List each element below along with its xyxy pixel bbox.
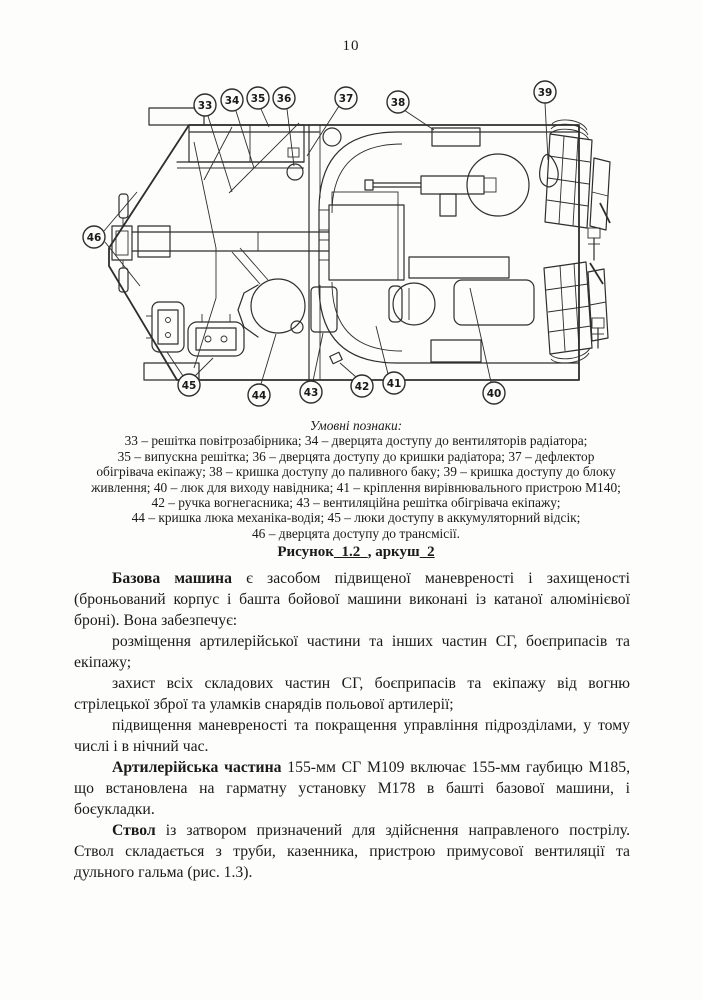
legend-line: 46 – дверцята доступу до трансмісії. [251,525,461,541]
svg-text:45: 45 [181,379,197,392]
legend-line: 33 – решітка повітрозабірника; 34 – дверцята доступу до вентиляторів радіатора; [124,433,588,449]
driver-hatch [238,279,305,337]
callout-38 [387,91,409,113]
paragraph-lead: Артилерійська частина [112,759,282,776]
callout-42 [351,375,373,397]
battery-hatches [146,302,244,356]
figure-caption [56,544,656,561]
diagram-wrap [82,80,642,412]
machine-gun [365,176,496,216]
svg-text:39: 39 [537,86,553,99]
svg-text:36: 36 [276,92,292,105]
paragraph-body: розміщення артилерійської частини та інших частин СГ, боєприпасів та екіпажу; [74,633,630,671]
svg-text:42: 42 [354,380,370,393]
paragraph-list-item [74,715,630,757]
paragraph-body: є засобом підвищеної маневреності і захищеності (броньований корпус і башта бойової машини виконані із катаної алюмінієвої броні). Вона забезпечує: [74,570,630,629]
paragraph-body: із затвором призначений для здійснення направленого пострілу. Ствол складається з труби, казенника, пристрою примусової вентиляції та дульного гальма (рис. 1.3). [74,822,630,881]
cupola-circle [467,154,529,216]
paragraph-lead: Базова машина [112,570,232,587]
heater-vent [311,287,337,332]
legend-line: 42 – ручка вогнегасника; 43 – вентиляційна решітка обігрівача екіпажу; [151,495,561,511]
paragraph-list-item [74,673,630,715]
legend-line: 35 – випускна решітка; 36 – дверцята доступу до кришки радіатора; 37 – дефлектор [117,448,595,464]
callout-34 [221,89,243,111]
callout-46 [83,226,105,248]
engine-deck [177,123,304,193]
caption-sheet-number: 2 [419,544,435,561]
callout-43 [300,381,322,403]
figure-1-2 [0,80,702,561]
paragraph-body: захист всіх складових частин СГ, боєприпасів та екіпажу від вогню стрілецької зброї та уламків снарядів польової артилерії; [74,675,630,713]
callout-35 [247,87,269,109]
svg-text:44: 44 [251,389,267,402]
svg-text:41: 41 [386,377,402,390]
callout-37 [335,87,357,109]
page-number: 10 [342,38,360,54]
callout-39 [534,81,556,103]
svg-text:46: 46 [86,231,102,244]
bottom-deck-rect [431,340,481,362]
legend-line: 44 – кришка люка механіка-водія; 45 – люки доступу в аккумуляторний відсік; [131,510,581,526]
radiator-cap [287,164,303,180]
paragraph-list-item [74,631,630,673]
paragraph-lead: Ствол [112,822,156,839]
svg-text:43: 43 [303,386,319,399]
legend-line: обігрівача екіпажу; 38 – кришка доступу до паливного баку; 39 – кришка доступу до блоку [96,464,616,480]
body-text [74,568,630,883]
vehicle-top-view-diagram [82,80,627,412]
svg-text:33: 33 [197,99,213,112]
callout-36 [273,87,295,109]
callout-40 [483,382,505,404]
callout-33 [194,94,216,116]
grille-top [545,120,610,230]
callout-41 [383,372,405,394]
callout-45 [178,374,200,396]
paragraph-barrel [74,820,630,883]
svg-text:38: 38 [390,96,406,109]
figure-legend [56,418,656,561]
legend-line: живлення; 40 – люк для виходу навідника; 41 – кріплення вирівнювального пристрою М140; [91,479,621,495]
breech-assembly [319,192,404,280]
caption-prefix: Рисунок [277,544,334,561]
legend-title: Умовні познаки: [309,418,403,433]
svg-text:40: 40 [486,387,502,400]
callout-44 [248,384,270,406]
gunner-hatch [454,280,534,325]
hull-outline [109,125,579,380]
deflector-cap [323,128,341,146]
mount-circle [389,283,435,325]
svg-text:35: 35 [250,92,266,105]
paragraph-base-machine [74,568,630,631]
svg-text:37: 37 [338,92,354,105]
gun-barrel [132,226,329,257]
rear-stowage-rect [409,257,509,278]
caption-middle: , аркуш [367,544,420,561]
paragraph-body: підвищення маневреності та покращення управління підрозділами, у тому числі і в нічний час. [74,717,630,755]
svg-text:34: 34 [224,94,240,107]
caption-figure-number: 1.2 [333,544,368,561]
paragraph-body: 155-мм СГ М109 включає 155-мм гаубицю М185, що встановлена на гарматну установку М178 в башті базової машини, і боєукладки. [74,759,630,818]
fuel-cover [432,128,480,146]
extinguisher-handle [330,352,342,363]
paragraph-artillery-part [74,757,630,820]
